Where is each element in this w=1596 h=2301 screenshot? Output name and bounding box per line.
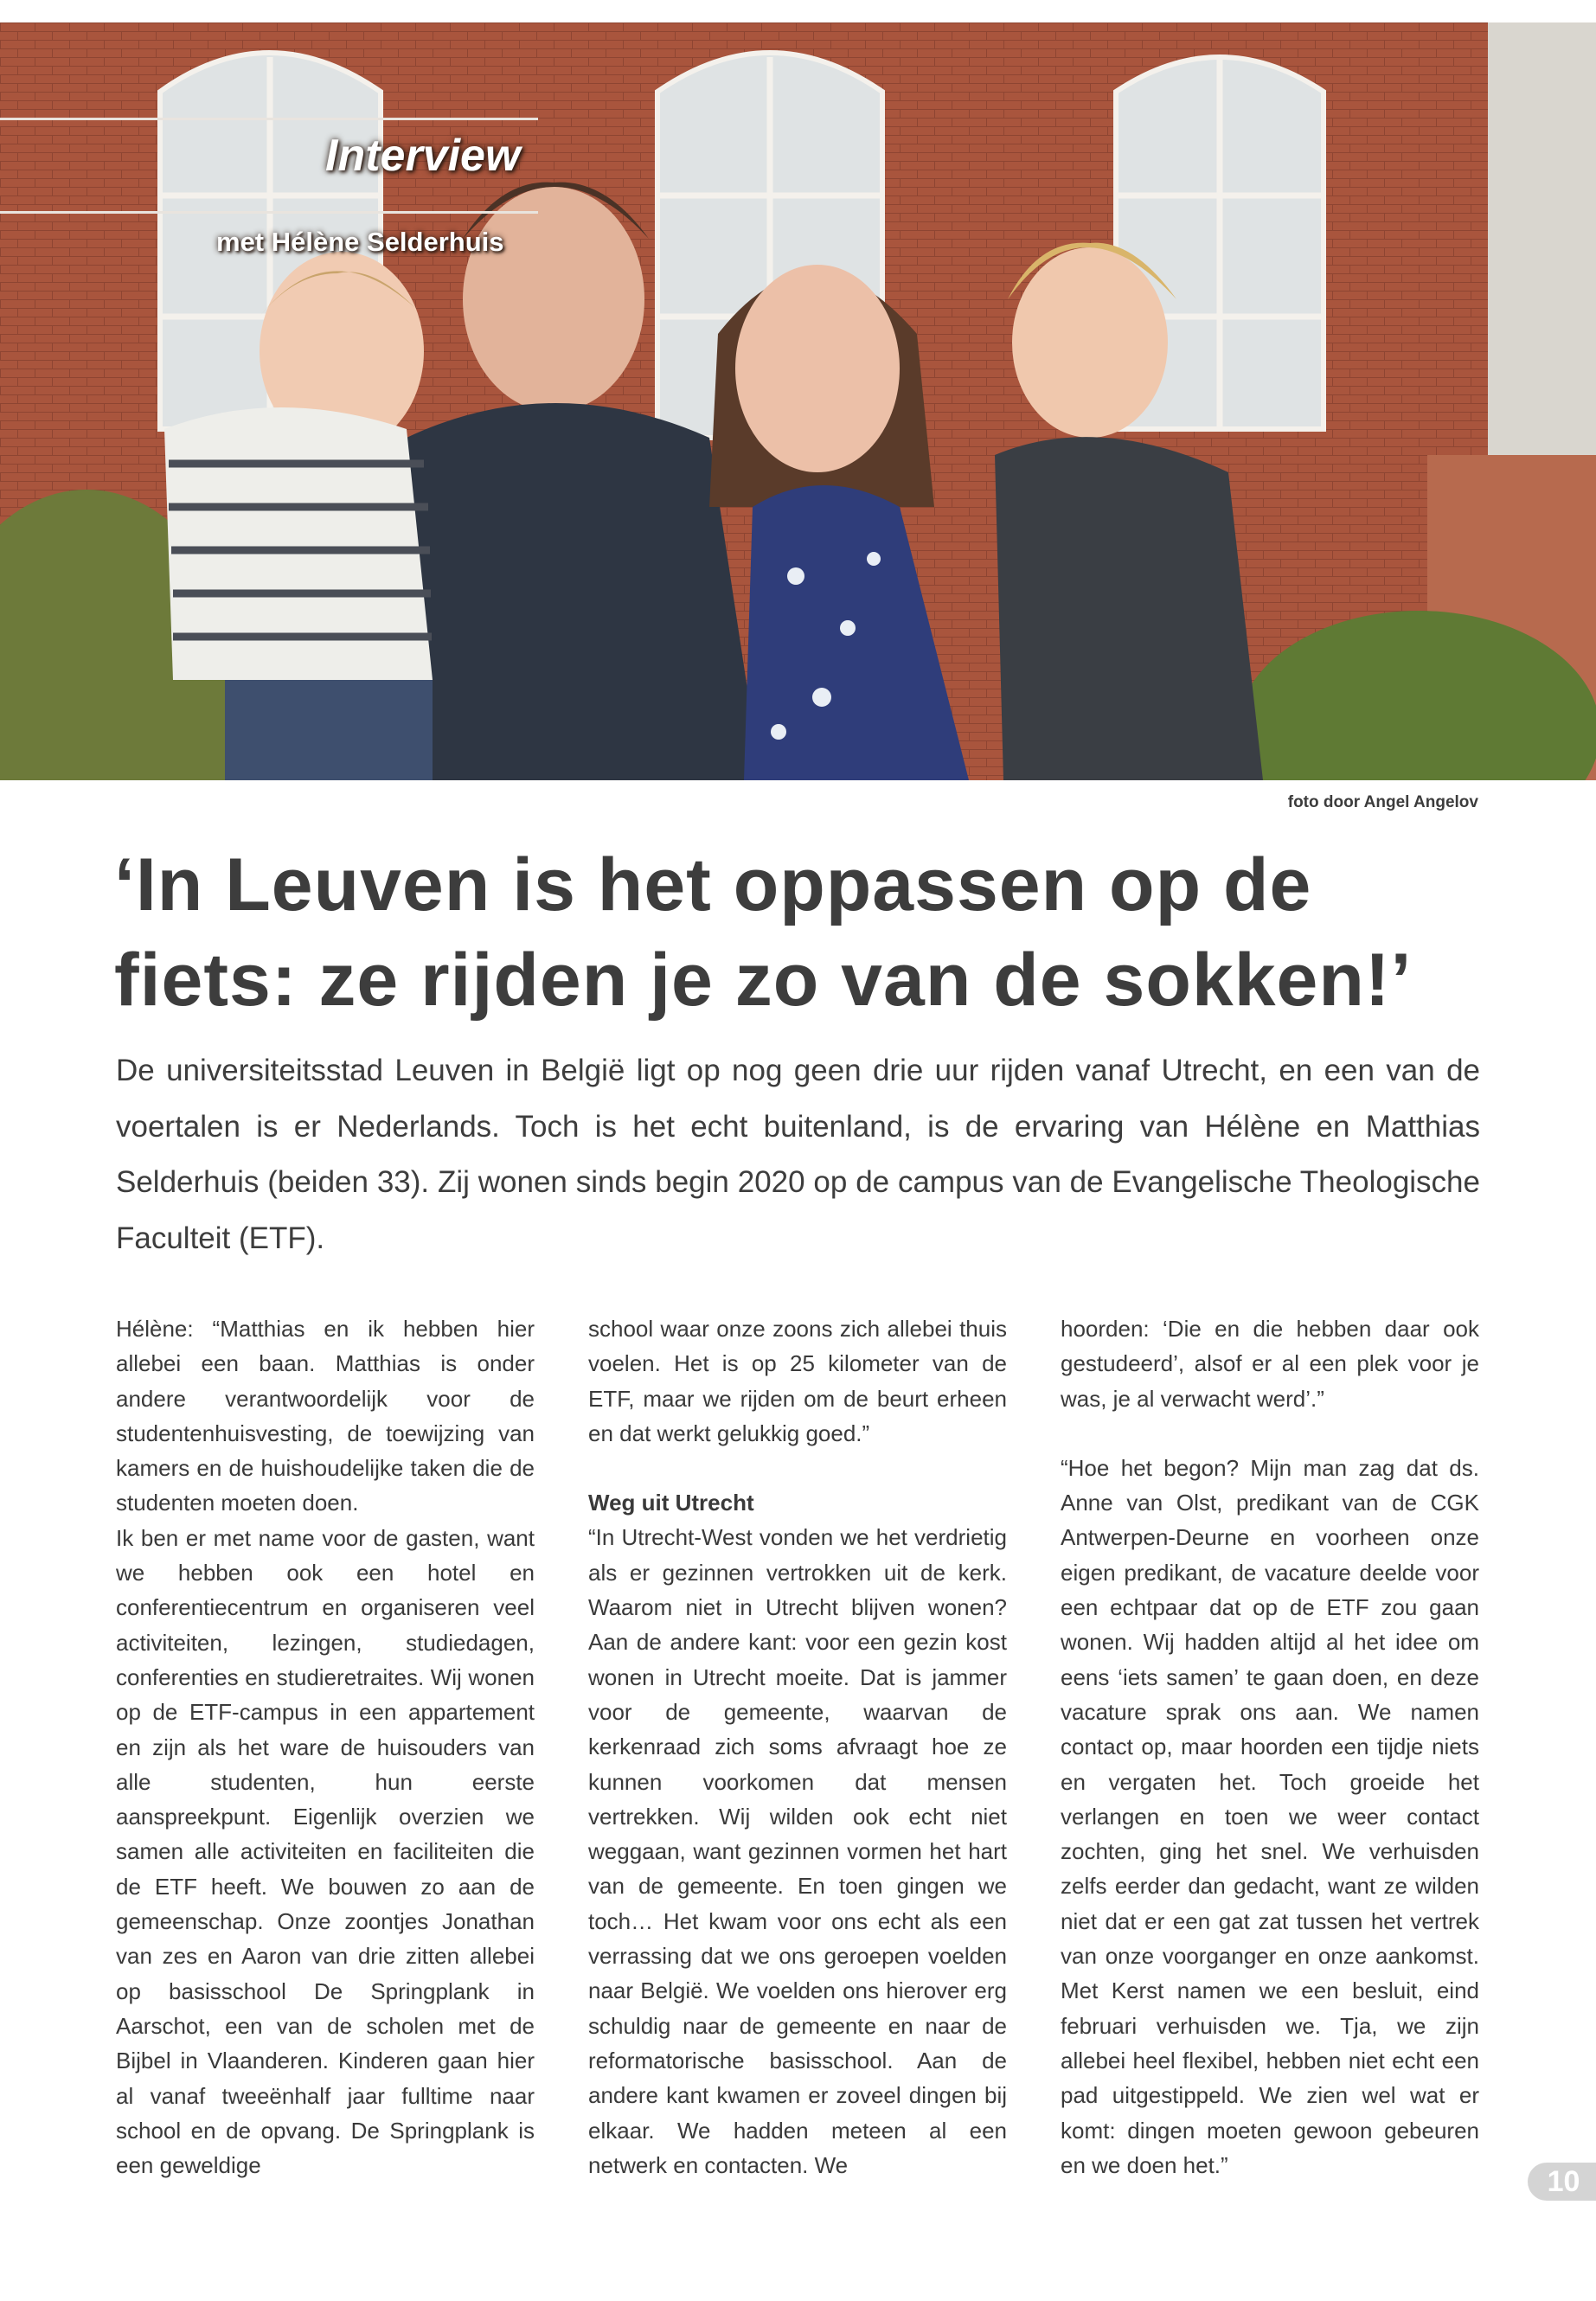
column-paragraph: “Hoe het begon? Mijn man zag dat ds. Anne van Olst, predikant van de CGK Antwerpen-Deurne en voorheen onze eigen predikant, de vacature deelde voor een echtpaar dat op de ETF zou gaan wonen. Wij hadden altijd al het idee om eens ‘iets samen’ te gaan doen, en deze vacature sprak ons aan. We namen contact op, maar hoorden een tijdje niets en vergaten het. Toch groeide het verlangen en toen we weer contact zochten, ging het snel. We verhuisden zelfs eerder dan gedacht, want ze wilden niet dat er een gat zat tussen het vertrek van onze voorganger en onze aankomst. Met Kerst namen we een besluit, eind februari verhuisden we. Tja, we zijn allebei heel flexibel, hebben niet echt een pad uitgestippeld. We zien wel wat er komt: dingen moeten gewoon gebeuren en we doen het.”	[1061, 1454, 1479, 2178]
interview-subtitle: met Hélène Selderhuis	[216, 227, 504, 257]
text-column-2	[588, 1311, 1007, 2182]
kicker-rule-bottom	[0, 211, 538, 214]
photo-credit: foto door Angel Angelov	[1287, 793, 1478, 811]
column-paragraph: “In Utrecht-West vonden we het verdrietig als er gezinnen vertrokken uit de kerk. Waarom niet in Utrecht blijven wonen? Aan de andere kant: voor een gezin kost wonen in Utrecht moeite. Dat is jammer voor de gemeente, waarvan de kerkenraad zich soms afvraagt hoe ze kunnen voorkomen dat mensen vertrekken. Wij wilden ook echt niet weggaan, want gezinnen vormen het hart van de gemeente. En toen gingen we toch… Het kwam voor ons echt als een verrassing dat we ons geroepen voelden naar België. We voelden ons hierover erg schuldig naar de gemeente en naar de reformatorische basisschool. Aan de andere kant kwamen er zoveel dingen bij elkaar. We hadden meteen al een netwerk en contacten. We	[588, 1524, 1007, 2178]
text-column-1	[116, 1311, 535, 2182]
family-photo-illustration	[0, 22, 1596, 780]
section-kicker: Interview	[325, 131, 521, 181]
page-number: 10	[1528, 2163, 1596, 2201]
article-headline: ‘In Leuven is het oppassen op de fiets: ze rijden je zo van de sokken!’	[114, 843, 1413, 1022]
text-column-3	[1061, 1311, 1479, 2182]
column-paragraph: hoorden: ‘Die en die hebben daar ook gestudeerd’, alsof er al een plek voor je was, je al verwacht werd’.”	[1061, 1316, 1479, 1412]
column-paragraph: Hélène: “Matthias en ik hebben hier allebei een baan. Matthias is onder andere verantwoordelijk voor de studentenhuisvesting, de toewijzing van kamers en de huishoudelijke taken die de studenten moeten doen.	[116, 1316, 535, 1516]
section-heading: Weg uit Utrecht	[588, 1490, 754, 1516]
column-paragraph: Ik ben er met name voor de gasten, want we hebben ook een hotel en conferentiecentrum en organiseren veel activiteiten, lezingen, studiedagen, conferenties en studieretraites. Wij wonen op de ETF-campus in een appartement en zijn als het ware de huisouders van alle studenten, hun eerste aanspreekpunt. Eigenlijk overzien we samen alle activiteiten en faciliteiten die de ETF heeft. We bouwen zo aan de gemeenschap. Onze zoontjes Jonathan van zes en Aaron van drie zitten allebei op basisschool De Springplank in Aarschot, een van de scholen met de Bijbel in Vlaanderen. Kinderen gaan hier al vanaf tweeënhalf jaar fulltime naar school en de opvang. De Springplank is een geweldige	[116, 1524, 535, 2179]
kicker-rule-top	[0, 118, 538, 120]
article-intro: De universiteitsstad Leuven in België ligt op nog geen drie uur rijden vanaf Utrecht, en een van de voertalen is er Nederlands. Toch is het echt buitenland, is de ervaring van Hélène en Matthias Selderhuis (beiden 33). Zij wonen sinds begin 2020 op de campus van de Evangelische Theologische Faculteit (ETF).	[116, 1054, 1480, 1255]
column-paragraph: school waar onze zoons zich allebei thuis voelen. Het is op 25 kilometer van de ETF, maar we rijden om de beurt erheen en dat werkt gelukkig goed.”	[588, 1316, 1007, 1446]
family-photo	[0, 22, 1596, 780]
